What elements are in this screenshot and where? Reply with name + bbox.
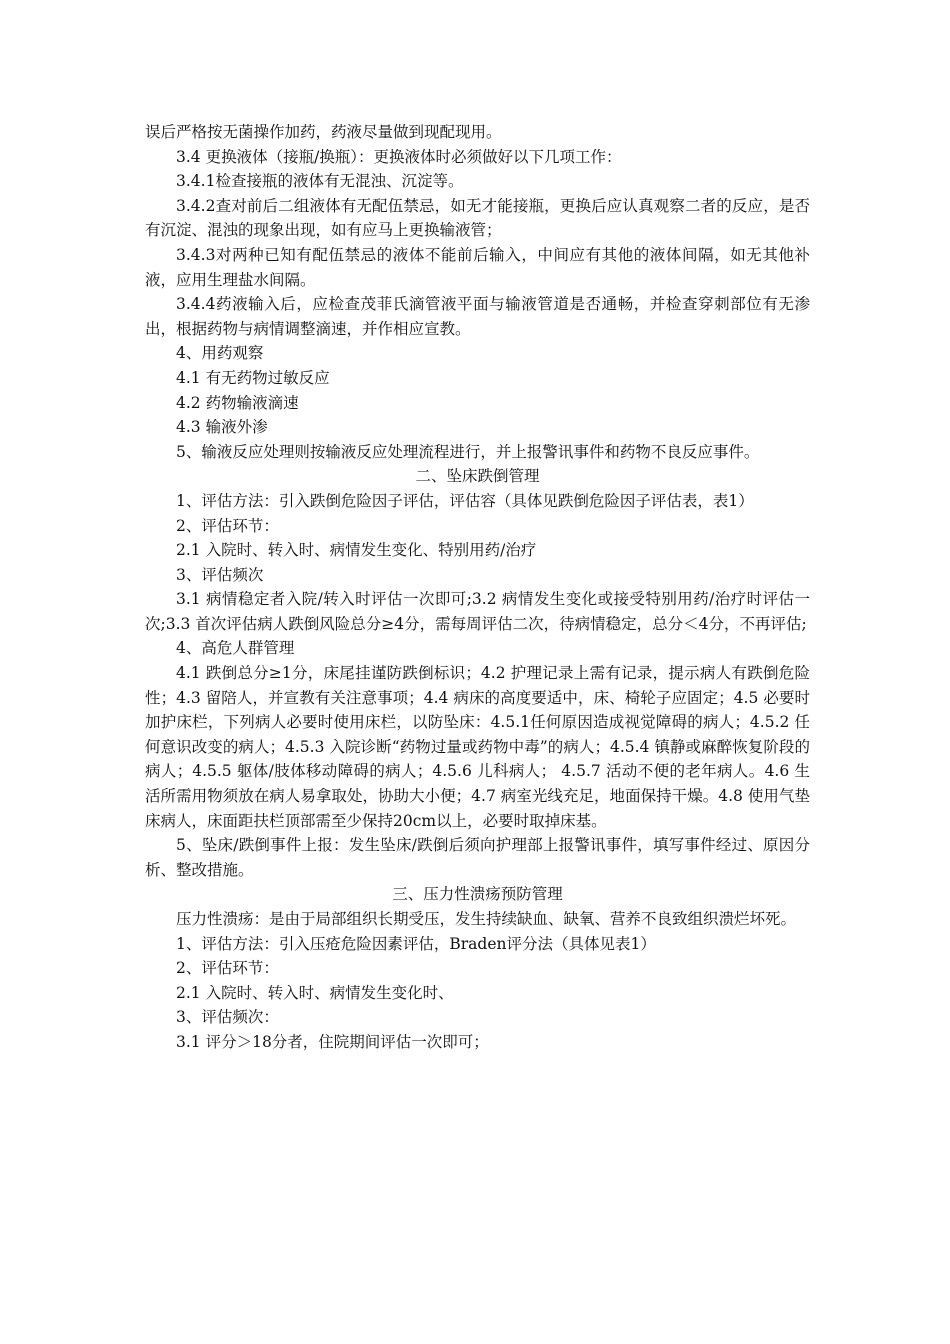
paragraph: 3.4.3对两种已知有配伍禁忌的液体不能前后输入，中间应有其他的液体间隔，如无其他补液，应用生理盐水间隔。 — [145, 245, 810, 289]
paragraph: 4.3 输液外渗 — [176, 418, 268, 437]
paragraph: 2.1 入院时、转入时、病情发生变化时、 — [176, 983, 454, 1002]
paragraph: 3.4.4药液输入后，应检查茂菲氏滴管液平面与输液管道是否通畅，并检查穿刺部位有无渗出，根据药物与病情调整滴速，并作相应宣教。 — [145, 295, 810, 338]
paragraph: 1、评估方法：引入压疮危险因素评估，Braden评分法（具体见表1） — [176, 934, 656, 953]
paragraph: 4.2 药物输液滴速 — [176, 393, 299, 412]
paragraph: 3.1 评分＞18分者，住院期间评估一次即可； — [176, 1032, 489, 1051]
paragraph: 误后严格按无菌操作加药，药液尽量做到现配现用。 — [145, 123, 502, 141]
section-heading: 三、压力性溃疡预防管理 — [392, 885, 563, 904]
paragraph: 5、坠床/跌倒事件上报：发生坠床/跌倒后须向护理部上报警讯事件，填写事件经过、原因分析、整改措施。 — [145, 836, 810, 879]
paragraph: 压力性溃疡：是由于局部组织长期受压，发生持续缺血、缺氧、营养不良致组织溃烂坏死。 — [176, 910, 797, 928]
paragraph: 4、高危人群管理 — [176, 639, 295, 658]
paragraph: 1、评估方法：引入跌倒危险因子评估，评估容（具体见跌倒危险因子评估表，表1） — [176, 491, 754, 510]
paragraph: 3.4.2查对前后二组液体有无配伍禁忌，如无才能接瓶，更换后应认真观察二者的反应，是否有沉淀、混浊的现象出现，如有应马上更换输液管； — [145, 196, 810, 240]
paragraph: 4、用药观察 — [176, 344, 264, 363]
paragraph: 4.1 有无药物过敏反应 — [176, 368, 330, 387]
paragraph: 2、评估环节： — [176, 516, 279, 535]
paragraph: 3.4.1检查接瓶的液体有无混浊、沉淀等。 — [176, 172, 464, 191]
paragraph: 2、评估环节： — [176, 959, 279, 978]
paragraph: 3、评估频次 — [176, 565, 264, 584]
paragraph: 3、评估频次： — [176, 1008, 279, 1027]
paragraph: 2.1 入院时、转入时、病情发生变化、特别用药/治疗 — [176, 541, 537, 560]
document-page — [145, 120, 810, 1055]
paragraph: 3.1 病情稳定者入院/转入时评估一次即可;3.2 病情发生变化或接受特别用药/治疗时评估一次;3.3 首次评估病人跌倒风险总分≥4分，需每周评估二次，待病情稳定，总分＜4分，不再评估; — [145, 590, 810, 633]
paragraph: 3.4 更换液体（接瓶/换瓶）：更换液体时必须做好以下几项工作： — [176, 147, 622, 166]
paragraph: 4.1 跌倒总分≥1分，床尾挂谨防跌倒标识；4.2 护理记录上需有记录，提示病人有跌倒危险性；4.3 留陪人，并宣教有关注意事项；4.4 病床的高度要适中，床、椅轮子应固定；4.5 必要时加护床栏，下列病人必要时使用床栏，以防坠床：4.5.1任何原因造成视觉障碍的病人；4.5.2 任何意识改变的病人；4.5.3 入院诊断“药物过量或药物中毒”的病人；4.5.4 镇静或麻醉恢复阶段的病人；4.5.5 躯体/肢体移动障碍的病人；4.5.6 儿科病人； 4.5.7 活动不便的老年病人。4.6 生活所需用物须放在病人易拿取处，协助大小便；4.7 病室光线充足，地面保持干燥。4.8 使用气垫床病人，床面距扶栏顶部需至少保持20cm以上，必要时取掉床基。 — [145, 664, 810, 830]
section-heading: 二、坠床跌倒管理 — [415, 467, 540, 486]
paragraph: 5、输液反应处理则按输液反应处理流程进行，并上报警讯事件和药物不良反应事件。 — [176, 442, 760, 461]
